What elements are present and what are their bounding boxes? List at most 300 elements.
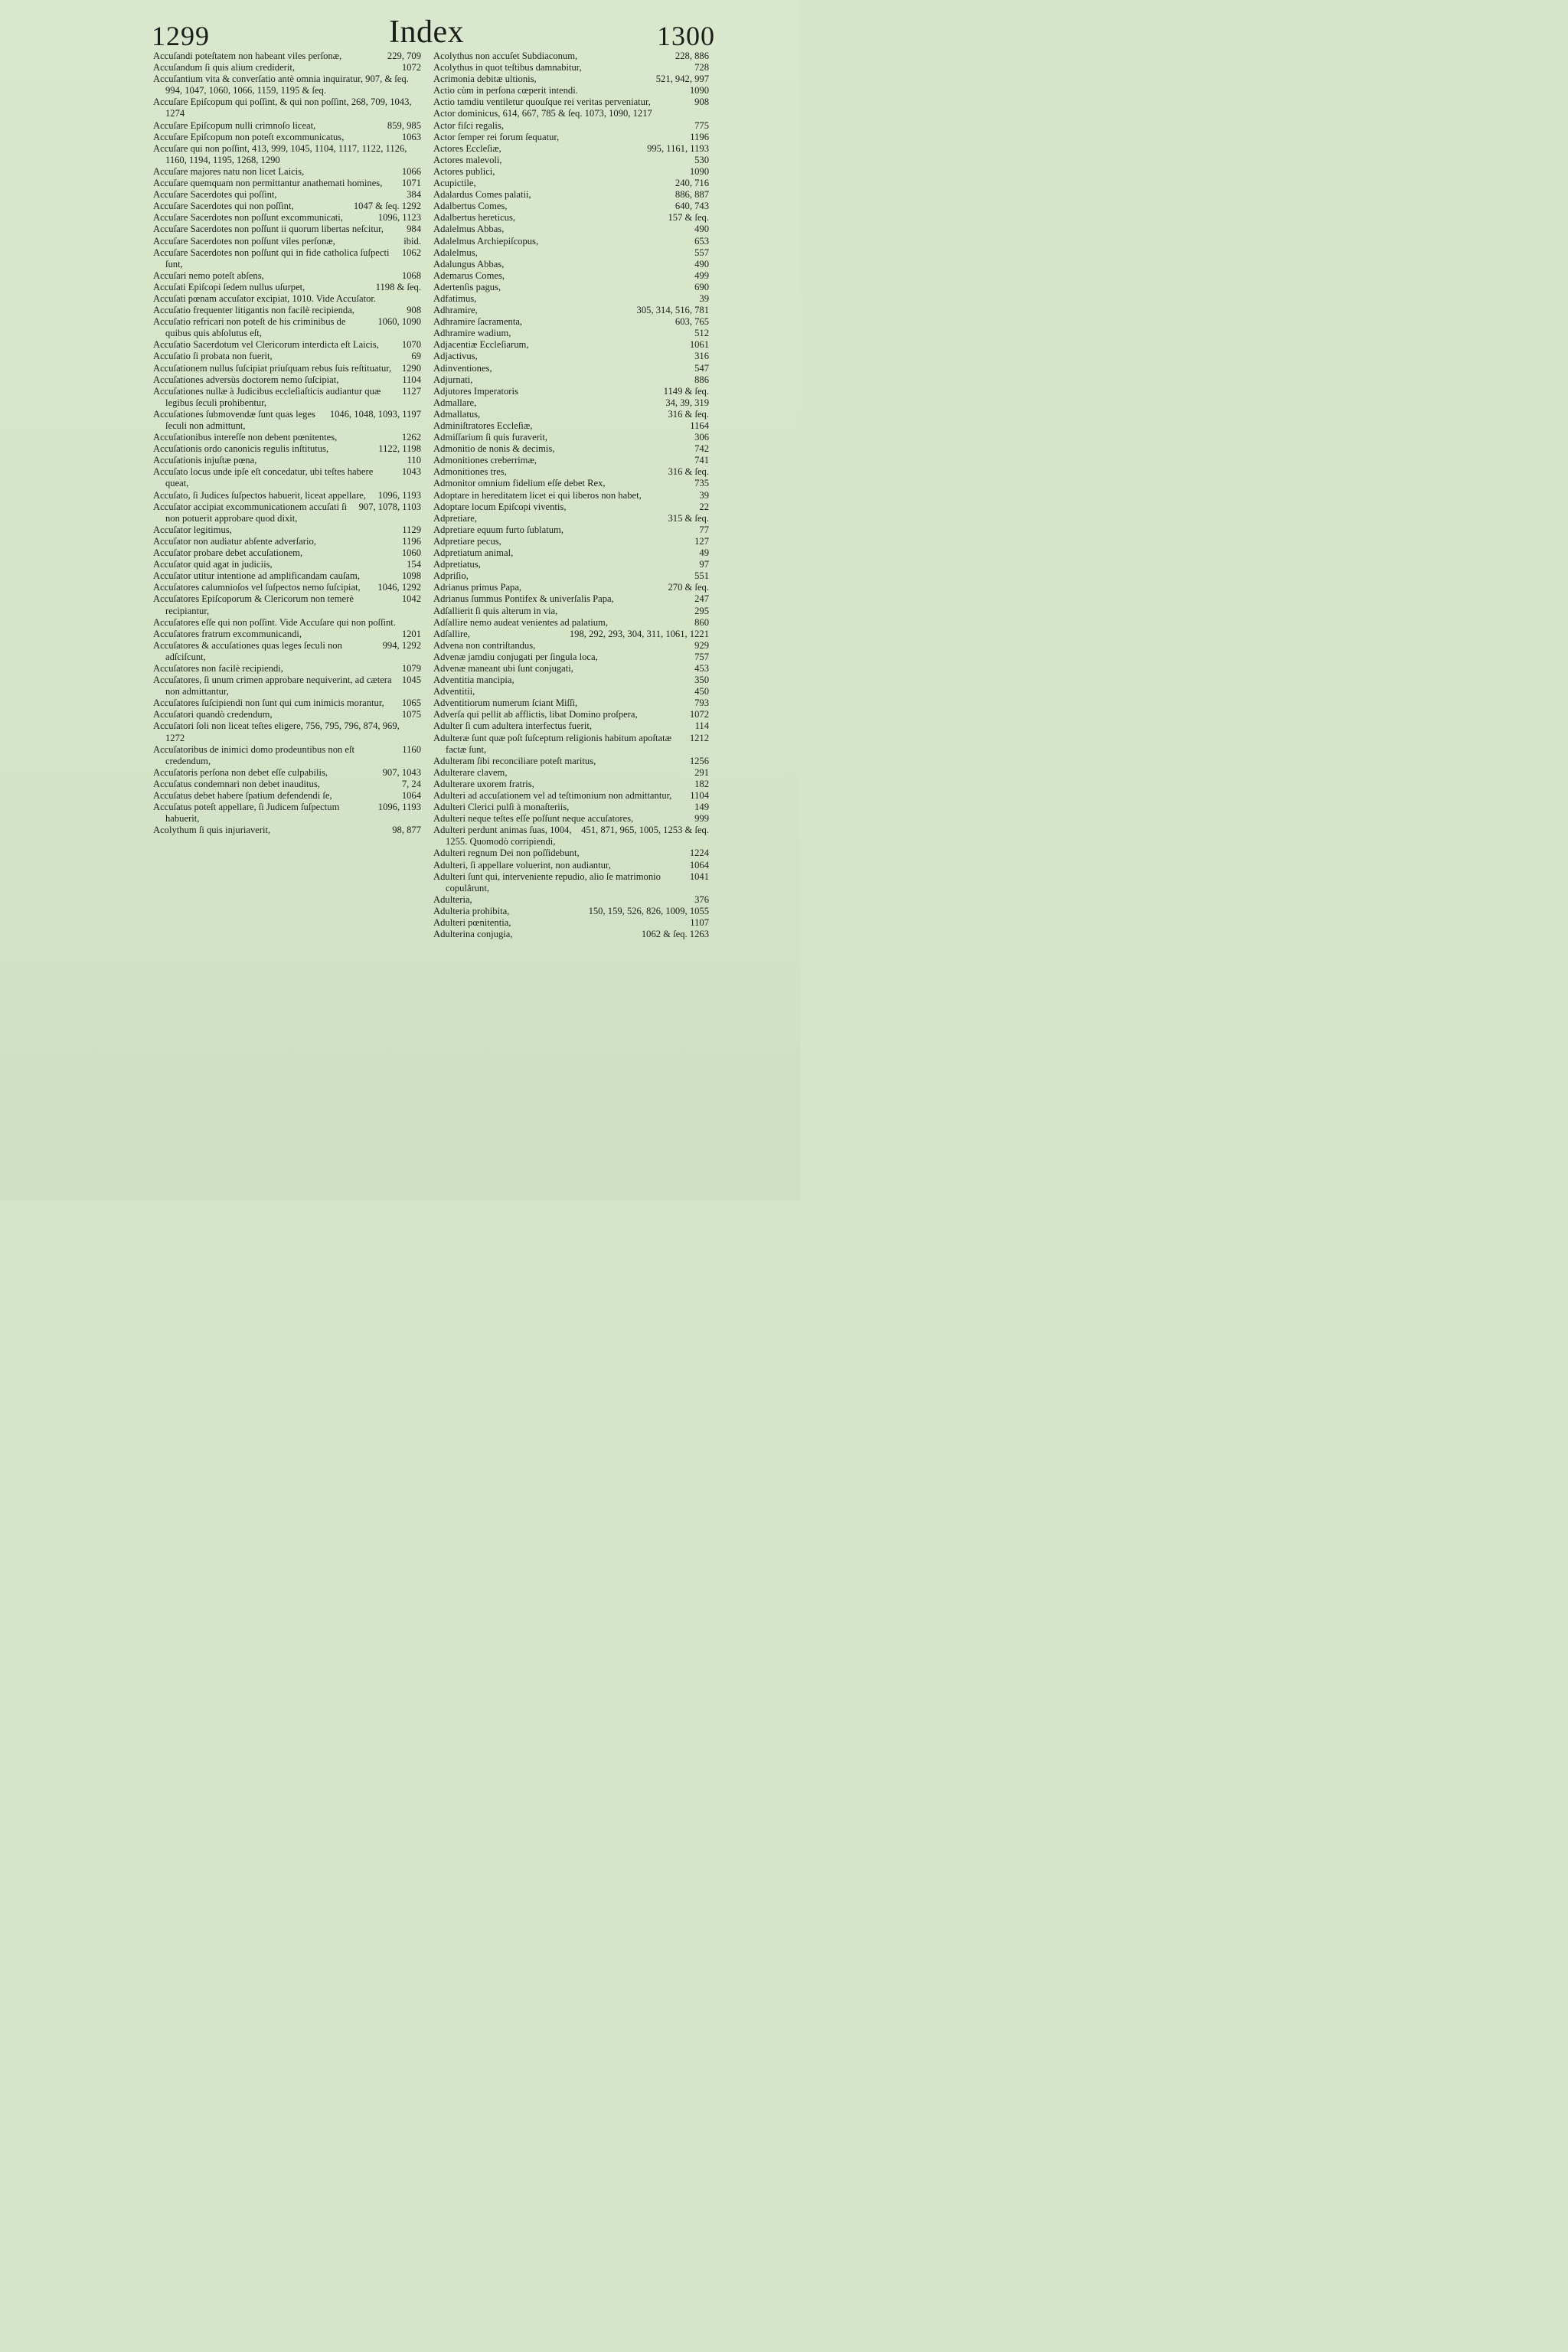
- entry-pages: 499: [694, 270, 709, 281]
- index-entry: [433, 733, 709, 756]
- entry-text: Acupictile,: [433, 178, 476, 189]
- entry-text: Adalbertus Comes,: [433, 201, 508, 212]
- index-entry: [153, 663, 421, 675]
- index-entry: [433, 293, 709, 305]
- entry-text: Adventitii,: [433, 686, 475, 697]
- index-entry: [433, 570, 709, 582]
- entry-pages: 39: [699, 292, 709, 304]
- index-entry: [153, 547, 421, 559]
- entry-pages: 1090: [689, 85, 709, 96]
- entry-pages: 521, 942, 997: [655, 74, 709, 85]
- index-page: [0, 0, 800, 1200]
- entry-pages: 127: [694, 535, 709, 547]
- index-entry: [433, 270, 709, 282]
- index-entry: [153, 189, 421, 201]
- entry-text: Accuſare qui non poſſint, 413, 999, 1045, 1104, 1117, 1122, 1126, 1160, 1194, 1195, 1268, 1290: [153, 142, 407, 165]
- index-entry: [433, 143, 709, 155]
- entry-pages: 306: [694, 432, 709, 443]
- entry-pages: 350: [694, 675, 709, 686]
- index-entry: [153, 120, 421, 132]
- entry-pages: 34, 39, 319: [665, 397, 709, 408]
- entry-text: Admiſſarium ſi quis furaverit,: [433, 432, 547, 443]
- entry-text: Adjactivus,: [433, 351, 478, 362]
- entry-text: Accuſatio frequenter litigantis non facilè recipienda,: [153, 305, 354, 316]
- index-entry: [433, 593, 709, 605]
- entry-text: Adulterare uxorem fratris,: [433, 778, 534, 789]
- entry-pages: 1090: [689, 165, 709, 177]
- entry-text: Acolythum ſi quis injuriaverit,: [153, 825, 271, 836]
- entry-text: Accuſationis injuſtæ pœna,: [153, 455, 257, 466]
- entry-pages: 1096, 1123: [377, 212, 421, 224]
- entry-text: Adminiſtratores Eccleſiæ,: [433, 420, 533, 431]
- index-entry: [433, 386, 709, 397]
- index-entry: [433, 316, 709, 328]
- entry-text: Actio tamdiu ventiletur quouſque rei veritas perveniatur,: [433, 96, 651, 108]
- entry-text: Accuſare Sacerdotes non poſſunt excommunicati,: [153, 212, 343, 224]
- entry-text: Adfatimus,: [433, 292, 477, 304]
- index-entry: [153, 640, 421, 663]
- entry-text: Accuſatio refricari non poteſt de his criminibus de quibus quis abſolutus eſt,: [153, 316, 346, 339]
- entry-pages: 1164: [690, 420, 709, 431]
- entry-text: Accuſatori ſoli non liceat teſtes eligere, 756, 795, 796, 874, 969, 1272: [153, 720, 400, 743]
- entry-text: Accuſatoribus de inimici domo prodeuntibus non eſt credendum,: [153, 743, 355, 766]
- index-entry: [433, 189, 709, 201]
- entry-pages: 77: [699, 524, 709, 535]
- index-entry: [153, 629, 421, 640]
- entry-text: Admonitiones creberrimæ,: [433, 455, 537, 466]
- entry-text: Adulteri regnum Dei non poſſidebunt,: [433, 848, 580, 859]
- index-entry: [433, 906, 709, 917]
- entry-text: Accuſatores calumnioſos vel ſuſpectos nemo ſuſcipiat,: [153, 582, 361, 593]
- entry-text: Accuſatus debet habere ſpatium defendendi ſe,: [153, 790, 332, 801]
- entry-text: Accuſator quid agat in judiciis,: [153, 559, 273, 570]
- entry-pages: ibid.: [403, 235, 421, 247]
- entry-text: Ademarus Comes,: [433, 270, 505, 281]
- entry-pages: 1196: [402, 535, 421, 547]
- index-entry: [153, 720, 421, 743]
- index-entry: [153, 697, 421, 709]
- index-entry: [153, 178, 421, 189]
- entry-text: Adventitiorum numerum ſciant Miſſi,: [433, 697, 578, 709]
- entry-text: Actio cùm in perſona cœperit intendi.: [433, 85, 578, 96]
- entry-pages: 1066: [401, 165, 421, 177]
- entry-pages: 1062 & ſeq. 1263: [641, 929, 709, 940]
- entry-pages: 859, 985: [387, 119, 421, 131]
- index-entry: [433, 120, 709, 132]
- entry-text: Adhramire ſacramenta,: [433, 316, 523, 328]
- entry-pages: 1047 & ſeq. 1292: [353, 201, 421, 212]
- entry-text: Accuſari nemo poteſt abſens,: [153, 270, 264, 281]
- index-entry: [433, 871, 709, 894]
- entry-text: Advena non contriſtandus,: [433, 639, 536, 651]
- entry-pages: 98, 877: [392, 825, 421, 836]
- entry-pages: 22: [699, 501, 709, 512]
- entry-text: Adulteri Clerici pulſi à monaſteriis,: [433, 802, 570, 813]
- index-entry: [153, 744, 421, 767]
- entry-pages: 150, 159, 526, 826, 1009, 1055: [588, 905, 709, 916]
- index-entry: [433, 720, 709, 732]
- entry-text: Adalardus Comes palatii,: [433, 189, 531, 201]
- entry-pages: 1129: [402, 524, 421, 535]
- entry-pages: 315 & ſeq.: [668, 512, 709, 524]
- index-entry: [153, 51, 421, 62]
- entry-text: Actor dominicus, 614, 667, 785 & ſeq. 1073, 1090, 1217: [433, 108, 652, 119]
- entry-pages: 1071: [401, 178, 421, 189]
- entry-pages: 110: [407, 455, 421, 466]
- index-entry: [433, 247, 709, 259]
- index-entry: [153, 293, 421, 305]
- index-entry: [433, 259, 709, 270]
- entry-text: Accuſatoris perſona non debet eſſe culpabilis,: [153, 766, 328, 778]
- entry-pages: 453: [694, 662, 709, 674]
- index-entry: [153, 74, 421, 96]
- index-entry: [153, 617, 421, 629]
- entry-pages: 1127: [402, 385, 421, 397]
- entry-text: Adoptare locum Epiſcopi viventis,: [433, 501, 567, 512]
- index-entry: [433, 305, 709, 316]
- entry-pages: 490: [694, 258, 709, 270]
- index-entry: [153, 386, 421, 409]
- index-entry: [153, 582, 421, 593]
- entry-text: Adhramire,: [433, 305, 478, 316]
- entry-text: Adalelmus Archiepiſcopus,: [433, 235, 539, 247]
- entry-pages: 149: [694, 802, 709, 813]
- entry-pages: 929: [694, 639, 709, 651]
- entry-text: Adpretiare,: [433, 512, 477, 524]
- index-entry: [153, 166, 421, 178]
- entry-pages: 1256: [689, 755, 709, 766]
- entry-text: Accuſati Epiſcopi ſedem nullus uſurpet,: [153, 281, 305, 292]
- entry-text: Adjacentiæ Eccleſiarum,: [433, 339, 529, 351]
- entry-pages: 1224: [689, 848, 709, 859]
- entry-pages: 886, 887: [675, 189, 709, 201]
- entry-pages: 1104: [402, 374, 421, 385]
- index-entry: [433, 686, 709, 697]
- index-entry: [433, 629, 709, 640]
- entry-pages: 551: [694, 570, 709, 582]
- entry-text: Advenæ jamdiu conjugati per ſingula loca,: [433, 651, 598, 662]
- index-entry: [153, 524, 421, 536]
- index-entry: [153, 767, 421, 779]
- entry-text: Adhramire wadium,: [433, 328, 511, 339]
- entry-text: Actor ſemper rei forum ſequatur,: [433, 131, 560, 142]
- entry-text: Acolythus in quot teſtibus damnabitur,: [433, 62, 582, 74]
- index-entry: [153, 247, 421, 270]
- index-entry: [433, 929, 709, 940]
- index-entry: [153, 305, 421, 316]
- index-entry: [433, 108, 709, 119]
- index-entry: [433, 96, 709, 108]
- entry-pages: 316 & ſeq.: [668, 466, 709, 478]
- index-entry: [153, 802, 421, 825]
- entry-pages: 1061: [689, 339, 709, 351]
- entry-pages: 198, 292, 293, 304, 311, 1061, 1221: [569, 628, 709, 639]
- index-entry: [433, 374, 709, 386]
- entry-text: Accuſatus poteſt appellare, ſi Judicem ſuſpectum habuerit,: [153, 802, 340, 825]
- entry-pages: 1068: [401, 270, 421, 281]
- entry-text: Adrianus primus Papa,: [433, 582, 522, 593]
- index-entry: [433, 697, 709, 709]
- entry-text: Accuſatores fratrum excommunicandi,: [153, 628, 302, 639]
- entry-pages: 860: [694, 616, 709, 628]
- entry-text: Adulteri pœnitentia,: [433, 917, 511, 929]
- entry-text: Adjutores Imperatoris: [433, 385, 518, 397]
- index-entry: [153, 570, 421, 582]
- entry-pages: 995, 1161, 1193: [647, 142, 709, 154]
- entry-text: Accuſare Epiſcopum nulli crimnoſo liceat,: [153, 119, 316, 131]
- entry-text: Accuſatores non facilè recipiendi,: [153, 662, 283, 674]
- index-entry: [433, 155, 709, 166]
- index-entry: [153, 779, 421, 790]
- entry-pages: 49: [699, 547, 709, 559]
- index-entry: [433, 813, 709, 825]
- entry-pages: 908: [694, 96, 709, 108]
- index-entry: [433, 328, 709, 339]
- entry-pages: 530: [694, 154, 709, 165]
- entry-pages: 984: [407, 224, 421, 235]
- entry-text: Accuſare Sacerdotes qui poſſint,: [153, 189, 277, 201]
- entry-pages: 39: [699, 489, 709, 501]
- entry-text: Adulter ſi cum adultera interfectus fuerit,: [433, 720, 593, 732]
- index-entry: [153, 132, 421, 143]
- entry-pages: 1104: [690, 790, 709, 801]
- entry-text: Adulteria,: [433, 893, 472, 905]
- entry-pages: 450: [694, 686, 709, 697]
- entry-pages: 1290: [401, 362, 421, 374]
- entry-text: Accuſandum ſi quis alium crediderit,: [153, 62, 296, 74]
- index-entry: [153, 466, 421, 489]
- index-entry: [433, 409, 709, 420]
- entry-text: Accuſationes adversùs doctorem nemo ſuſcipiat,: [153, 374, 339, 385]
- entry-text: Adulteri ad accuſationem vel ad teſtimonium non admittantur,: [433, 790, 672, 801]
- entry-text: Adalbertus hereticus,: [433, 212, 516, 224]
- entry-text: Adulteræ ſunt quæ poſt ſuſceptum religionis habitum apoſtatæ factæ ſunt,: [433, 732, 671, 755]
- entry-pages: 907, 1043: [382, 766, 421, 778]
- entry-text: Accuſator utitur intentione ad amplificandam cauſam,: [153, 570, 360, 582]
- entry-pages: 1042: [401, 593, 421, 605]
- entry-pages: 1045: [401, 675, 421, 686]
- entry-text: Actor fiſci regalis,: [433, 119, 504, 131]
- entry-text: Accuſatus condemnari non debet inauditus,: [153, 778, 320, 789]
- entry-text: Accuſatores, ſi unum crimen approbare nequiverint, ad cætera non admittantur,: [153, 675, 392, 697]
- entry-text: Accuſandi poteſtatem non habeant viles perſonæ,: [153, 51, 342, 61]
- entry-pages: 7, 24: [401, 778, 421, 789]
- entry-text: Adpretiare pecus,: [433, 535, 501, 547]
- entry-pages: 908: [407, 305, 421, 316]
- index-entry: [433, 652, 709, 663]
- index-entry: [153, 236, 421, 247]
- entry-pages: 512: [694, 328, 709, 339]
- entry-pages: 291: [694, 766, 709, 778]
- entry-pages: 247: [694, 593, 709, 605]
- page-header: [0, 11, 800, 49]
- entry-text: Adulteri neque teſtes eſſe poſſunt neque accuſatores,: [433, 813, 634, 825]
- entry-pages: 154: [407, 559, 421, 570]
- entry-pages: 69: [411, 351, 421, 362]
- entry-pages: 157 & ſeq.: [668, 212, 709, 224]
- index-entry: [433, 132, 709, 143]
- entry-pages: 1096, 1193: [377, 802, 421, 813]
- index-entry: [153, 409, 421, 432]
- entry-text: Adpretiare equum furto ſublatum,: [433, 524, 564, 535]
- entry-text: Adrianus ſummus Pontifex & univerſalis Papa,: [433, 593, 614, 605]
- entry-pages: 1063: [401, 131, 421, 142]
- entry-text: Accuſatores eſſe qui non poſſint. Vide Accuſare qui non poſſint.: [153, 616, 396, 628]
- entry-pages: 316: [694, 351, 709, 362]
- entry-pages: 1060, 1090: [377, 316, 421, 328]
- entry-pages: 240, 716: [675, 178, 709, 189]
- entry-pages: 376: [694, 893, 709, 905]
- entry-text: Adſallire nemo audeat venientes ad palatium,: [433, 616, 609, 628]
- index-entry: [153, 62, 421, 74]
- index-entry: [433, 825, 709, 848]
- entry-text: Accuſantium vita & converſatio antè omnia inquiratur, 907, & ſeq. 994, 1047, 1060, 1066, 1159, 1195 & ſeq.: [153, 74, 409, 96]
- entry-pages: 114: [694, 720, 709, 732]
- index-entry: [153, 143, 421, 166]
- entry-text: Adulteri ſunt qui, interveniente repudio, alio ſe matrimonio copulârunt,: [433, 871, 661, 893]
- entry-text: Adalelmus Abbas,: [433, 224, 505, 235]
- entry-pages: 384: [407, 189, 421, 201]
- index-entry: [433, 166, 709, 178]
- entry-pages: 735: [694, 478, 709, 489]
- index-entry: [433, 536, 709, 547]
- entry-text: Adpriſio,: [433, 570, 469, 582]
- entry-pages: 295: [694, 605, 709, 616]
- entry-pages: 999: [694, 813, 709, 825]
- entry-pages: 640, 743: [675, 201, 709, 212]
- index-entry: [433, 490, 709, 501]
- entry-pages: 1096, 1193: [377, 489, 421, 501]
- index-entry: [153, 501, 421, 524]
- entry-text: Accuſare Sacerdotes non poſſunt qui in fide catholica ſuſpecti ſunt,: [153, 247, 390, 270]
- index-entry: [433, 478, 709, 489]
- index-entry: [433, 513, 709, 524]
- index-entry: [433, 201, 709, 212]
- index-entry: [153, 790, 421, 802]
- index-entry: [433, 51, 709, 62]
- entry-pages: 316 & ſeq.: [668, 408, 709, 420]
- entry-text: Accuſare Sacerdotes qui non poſſint,: [153, 201, 294, 212]
- index-entry: [433, 617, 709, 629]
- entry-pages: 305, 314, 516, 781: [636, 305, 709, 316]
- index-entry: [433, 339, 709, 351]
- index-entry: [433, 582, 709, 593]
- entry-text: Admonitiones tres,: [433, 466, 507, 478]
- index-entry: [433, 917, 709, 929]
- index-entry: [433, 663, 709, 675]
- index-entry: [153, 374, 421, 386]
- index-entry: [433, 802, 709, 813]
- index-entry: [433, 547, 709, 559]
- entry-text: Admonitor omnium fidelium eſſe debet Rex,: [433, 478, 606, 489]
- entry-text: Accuſatori quandò credendum,: [153, 709, 273, 720]
- entry-text: Adalungus Abbas,: [433, 258, 505, 270]
- entry-text: Accuſato locus unde ipſe eſt concedatur, ubi teſtes habere queat,: [153, 466, 374, 489]
- index-entry: [153, 339, 421, 351]
- index-entry: [153, 675, 421, 697]
- index-entry: [433, 466, 709, 478]
- entry-text: Accuſare Epiſcopum qui poſſint, & qui non poſſint, 268, 709, 1043, 1274: [153, 96, 412, 119]
- entry-pages: 1041: [689, 871, 709, 882]
- entry-text: Adpretiatus,: [433, 559, 481, 570]
- entry-pages: 182: [694, 778, 709, 789]
- entry-pages: 1070: [401, 339, 421, 351]
- entry-text: Accuſator non audiatur abſente adverſario,: [153, 535, 316, 547]
- index-entry: [433, 62, 709, 74]
- entry-text: Accuſationibus intereſſe non debent pœnitentes,: [153, 432, 338, 443]
- entry-text: Accuſationis ordo canonicis regulis inſtitutus,: [153, 443, 329, 455]
- entry-text: Acolythus non accuſet Subdiaconum,: [433, 51, 578, 61]
- index-entry: [153, 432, 421, 443]
- entry-pages: 1043: [401, 466, 421, 478]
- index-entry: [153, 351, 421, 362]
- entry-text: Adertenſis pagus,: [433, 281, 501, 292]
- entry-pages: 1072: [689, 709, 709, 720]
- entry-pages: 1064: [689, 859, 709, 871]
- entry-pages: 1262: [401, 432, 421, 443]
- entry-pages: 1201: [401, 628, 421, 639]
- index-entry: [153, 316, 421, 339]
- index-entry: [153, 443, 421, 455]
- entry-pages: 1065: [401, 697, 421, 709]
- entry-pages: 1122, 1198: [378, 443, 421, 455]
- index-entry: [153, 709, 421, 720]
- index-entry: [433, 212, 709, 224]
- entry-text: Adalelmus,: [433, 247, 478, 258]
- entry-pages: 1098: [401, 570, 421, 582]
- index-entry: [433, 860, 709, 871]
- entry-text: Admonitio de nonis & decimis,: [433, 443, 555, 455]
- entry-text: Adulteri perdunt animas ſuas, 1004, 1255. Quomodò corripiendi,: [433, 825, 572, 848]
- index-entry: [433, 351, 709, 362]
- index-entry: [433, 236, 709, 247]
- entry-text: Accuſatores ſuſcipiendi non ſunt qui cum inimicis morantur,: [153, 697, 384, 709]
- index-entry: [433, 524, 709, 536]
- entry-text: Adulteria prohibita,: [433, 905, 510, 916]
- entry-text: Adulteri, ſi appellare voluerint, non audiantur,: [433, 859, 611, 871]
- entry-text: Accuſationem nullus ſuſcipiat priuſquam rebus ſuis reſtituatur,: [153, 362, 392, 374]
- entry-text: Adverſa qui pellit ab afflictis, libat Domino proſpera,: [433, 709, 638, 720]
- index-entry: [153, 282, 421, 293]
- index-entry: [153, 559, 421, 570]
- entry-pages: 1046, 1292: [377, 582, 421, 593]
- entry-text: Accuſare Epiſcopum non poteſt excommunicatus,: [153, 131, 345, 142]
- entry-pages: 557: [694, 247, 709, 258]
- entry-pages: 1198 & ſeq.: [375, 281, 421, 292]
- right-column: [433, 51, 709, 940]
- entry-text: Accuſati pœnam accuſator excipiat, 1010. Vide Accuſator.: [153, 292, 377, 304]
- index-entry: [153, 201, 421, 212]
- entry-pages: 775: [694, 119, 709, 131]
- entry-pages: 451, 871, 965, 1005, 1253 & ſeq.: [581, 825, 709, 836]
- entry-pages: 690: [694, 281, 709, 292]
- entry-text: Accuſato, ſi Judices ſuſpectos habuerit, liceat appellare,: [153, 489, 367, 501]
- index-entry: [433, 790, 709, 802]
- index-entry: [433, 675, 709, 686]
- index-entry: [433, 443, 709, 455]
- index-entry: [433, 894, 709, 906]
- entry-pages: 1072: [401, 62, 421, 74]
- entry-text: Adulteram ſibi reconciliare poteſt maritus,: [433, 755, 596, 766]
- index-entry: [433, 559, 709, 570]
- index-entry: [433, 178, 709, 189]
- entry-text: Adinventiones,: [433, 362, 492, 374]
- page-number-right: 1300: [657, 21, 715, 51]
- entry-text: Adulterare clavem,: [433, 766, 508, 778]
- entry-pages: 907, 1078, 1103: [358, 501, 421, 512]
- entry-text: Admallare,: [433, 397, 477, 408]
- entry-text: Accuſare Sacerdotes non poſſunt viles perſonæ,: [153, 235, 335, 247]
